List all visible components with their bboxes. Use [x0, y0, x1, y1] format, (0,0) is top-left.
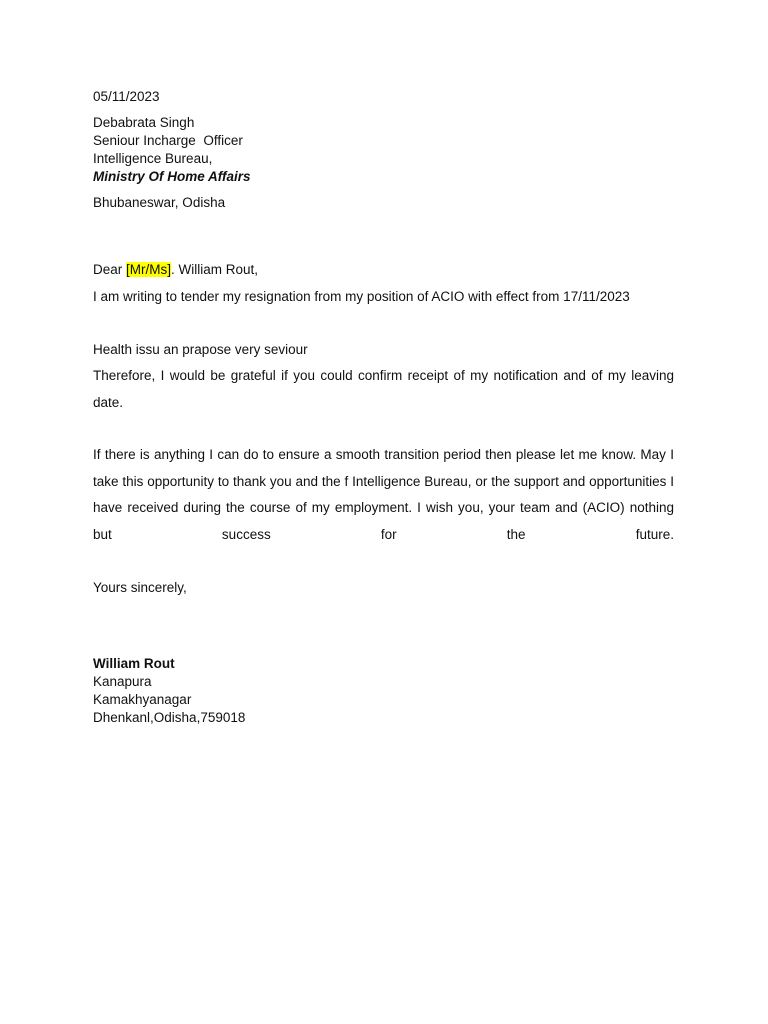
- sender-signature-block: [93, 655, 674, 727]
- sender-address-line2: Kamakhyanagar: [93, 692, 192, 707]
- sender-address-line3: Dhenkanl,Odisha,759018: [93, 710, 246, 725]
- letter-body: [93, 88, 674, 727]
- recipient-organization: Intelligence Bureau,: [93, 151, 213, 166]
- recipient-name: Debabrata Singh: [93, 115, 195, 130]
- reason-paragraph: Health issu an prapose very seviour: [93, 342, 308, 357]
- greeting-prefix: Dear: [93, 262, 127, 277]
- greeting: [93, 256, 674, 283]
- letter-date: 05/11/2023: [93, 89, 160, 104]
- request-paragraph: Therefore, I would be grateful if you could confirm receipt of my notification and of my leaving date.: [93, 368, 674, 410]
- sender-name: William Rout: [93, 656, 175, 671]
- sender-address-line1: Kanapura: [93, 674, 152, 689]
- intro-paragraph: I am writing to tender my resignation from my position of ACIO with effect from 17/11/2023: [93, 289, 630, 304]
- spacer: [93, 416, 674, 442]
- recipient-title: Seniour Incharge Officer: [93, 133, 243, 148]
- spacer: [93, 310, 674, 336]
- thanks-paragraph: If there is anything I can do to ensure a smooth transition period then please let me know. May I take this opportunity to thank you and the f Intelligence Bureau, or the support and opportunities I have received during the course of my employment. I wish you, your team and (ACIO) nothing but success for the future.: [93, 447, 674, 542]
- greeting-placeholder-highlight: [Mr/Ms]: [126, 262, 172, 277]
- closing-line: Yours sincerely,: [93, 580, 187, 595]
- greeting-suffix: . William Rout,: [171, 262, 259, 277]
- recipient-city: Bhubaneswar, Odisha: [93, 195, 226, 210]
- recipient-address: [93, 114, 674, 186]
- recipient-ministry: Ministry Of Home Affairs: [93, 169, 251, 184]
